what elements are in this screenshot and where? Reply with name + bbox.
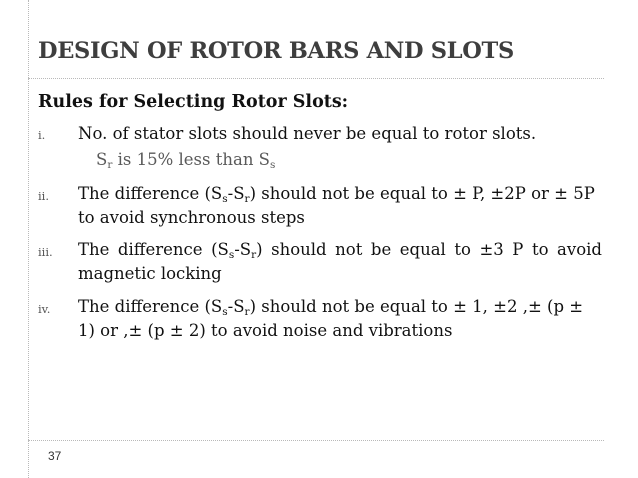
rule-3-text-mid: -S (234, 240, 252, 259)
rule-4-subscript-s: s (222, 306, 228, 318)
rule-note (96, 150, 275, 169)
rule-4-text-mid: -S (227, 297, 245, 316)
left-dotted-rule (28, 0, 29, 478)
rule-4-text-end: ) should not be equal to ± 1, ±2 ,± (p ± 1) or ,± (p ± 2) to avoid noise and vibrations (78, 297, 584, 340)
rule-3-text-end: ) should not be equal to ±3 P to avoid magnetic locking (78, 240, 602, 283)
rule-2-text-mid: -S (227, 184, 245, 203)
page-number: 37 (48, 449, 62, 463)
rule-3-subscript-r: r (251, 249, 257, 261)
rule-4-subscript-r: r (244, 306, 250, 318)
bottom-dotted-rule (28, 440, 604, 441)
rule-numeral-3: iii. (38, 245, 53, 259)
rule-numeral-4: iv. (38, 302, 51, 316)
rule-numeral-1: i. (38, 128, 46, 142)
note-subscript-s: s (270, 159, 276, 171)
rule-text-2 (78, 182, 602, 230)
rule-2-text-start: The difference (S (78, 184, 223, 203)
rule-text-4 (78, 295, 602, 343)
rule-numeral-2: ii. (38, 189, 50, 203)
rule-3-text-start: The difference (S (78, 240, 229, 259)
note-subscript-r: r (107, 159, 113, 171)
rule-4-text-start: The difference (S (78, 297, 223, 316)
title-dotted-rule (28, 78, 604, 79)
rule-3-subscript-s: s (228, 249, 235, 261)
note-text-mid: is 15% less than S (112, 150, 270, 169)
note-text-start: S (96, 150, 108, 169)
rule-2-subscript-s: s (222, 193, 228, 205)
rule-2-subscript-r: r (244, 193, 250, 205)
rule-2-text-end: ) should not be equal to ± P, ±2P or ± 5P to avoid synchronous steps (78, 184, 595, 227)
rule-text-3 (78, 238, 602, 286)
rule-text-1: No. of stator slots should never be equal to rotor slots. (78, 124, 537, 143)
subheading: Rules for Selecting Rotor Slots: (38, 92, 349, 112)
slide-title: DESIGN OF ROTOR BARS AND SLOTS (38, 38, 514, 64)
